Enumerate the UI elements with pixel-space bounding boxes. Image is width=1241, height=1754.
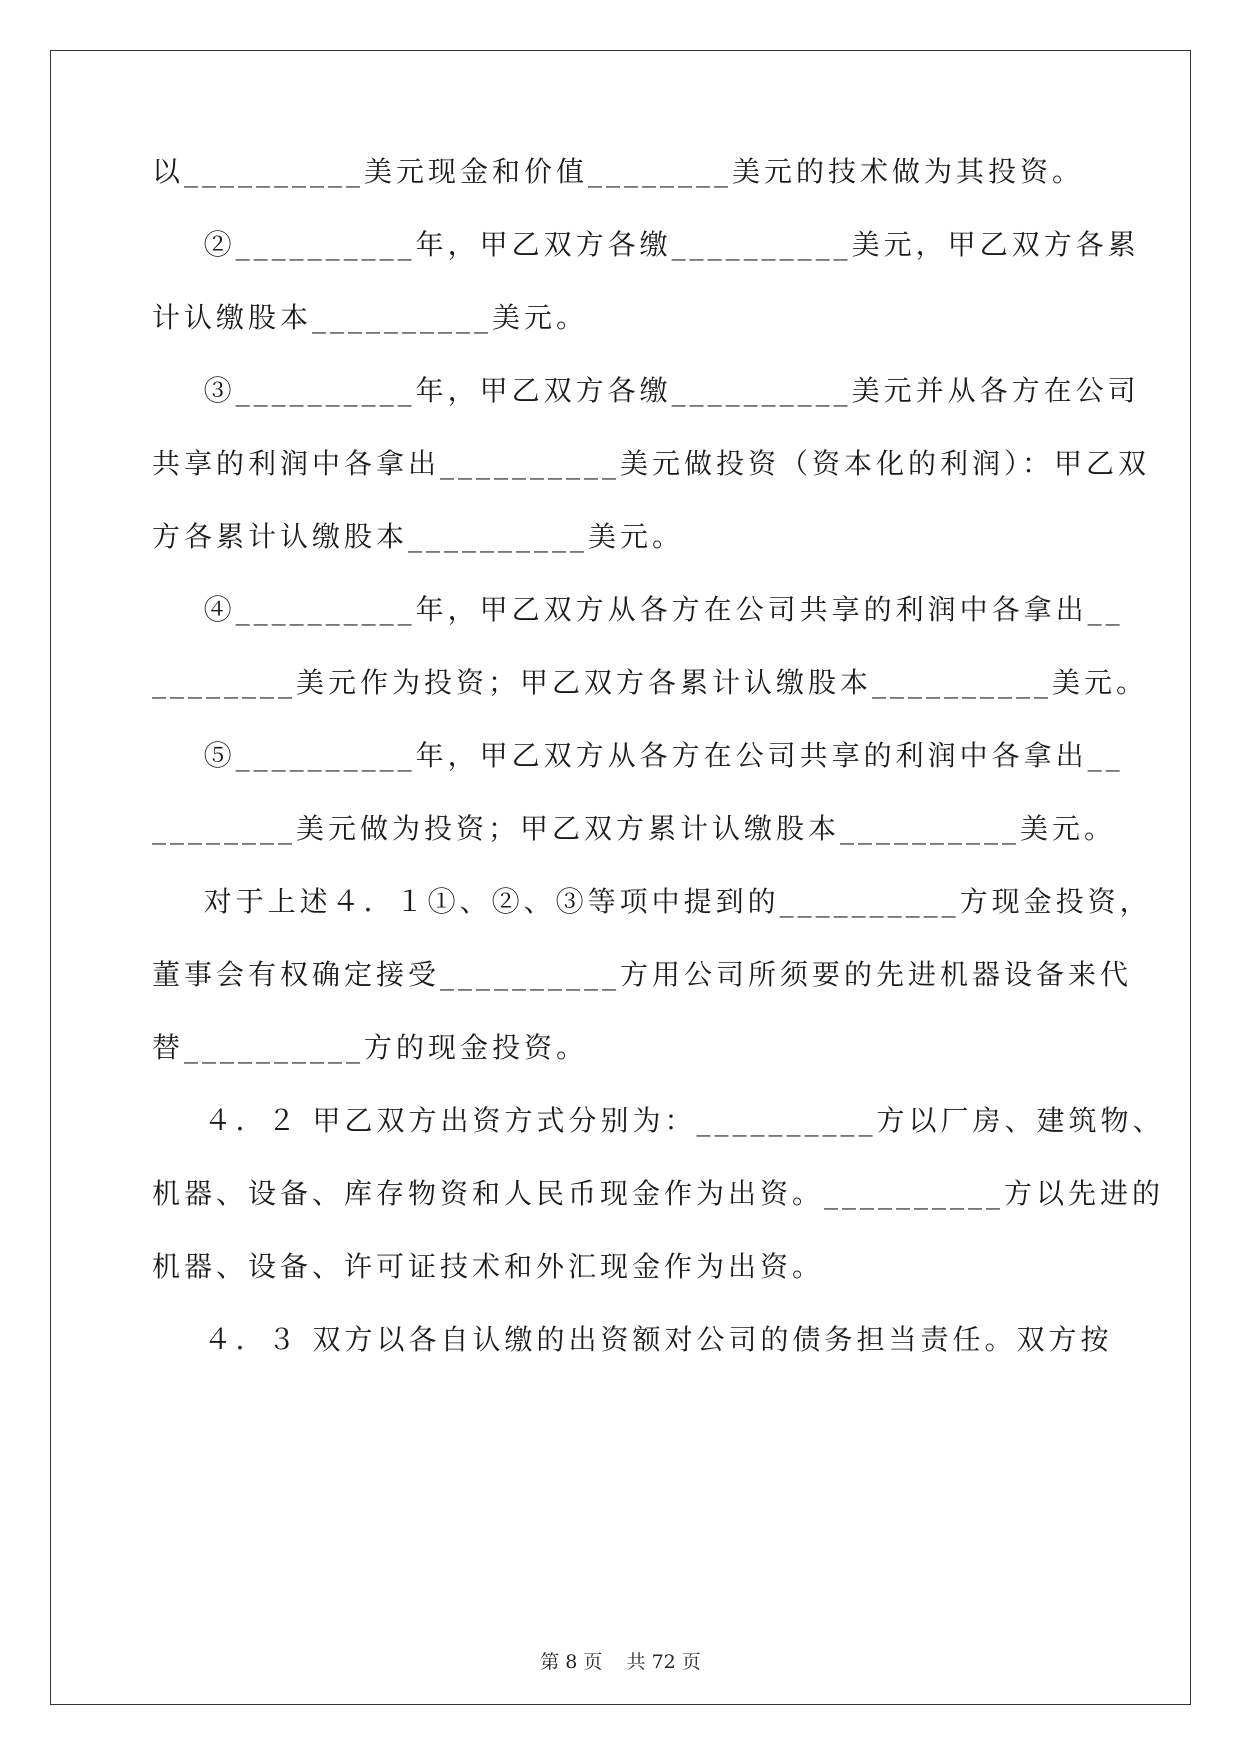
paragraph-line-10: ________美元做为投资；甲乙双方累计认缴股本__________美元。 bbox=[152, 812, 1117, 845]
paragraph-line-14: ４．２ 甲乙双方出资方式分别为：__________方以厂房、建筑物、 bbox=[152, 1104, 1165, 1137]
paragraph-line-5: 共享的利润中各拿出__________美元做投资（资本化的利润）：甲乙双 bbox=[152, 447, 1151, 480]
paragraph-line-6: 方各累计认缴股本__________美元。 bbox=[152, 520, 685, 553]
paragraph-line-17: ４．３ 双方以各自认缴的出资额对公司的债务担当责任。双方按 bbox=[152, 1323, 1113, 1356]
paragraph-line-3: 计认缴股本__________美元。 bbox=[152, 301, 589, 334]
paragraph-line-13: 替__________方的现金投资。 bbox=[152, 1031, 589, 1064]
paragraph-line-9: ⑤__________年，甲乙双方从各方在公司共享的利润中各拿出__ bbox=[152, 739, 1124, 772]
paragraph-line-1: 以__________美元现金和价值________美元的技术做为其投资。 bbox=[152, 155, 1085, 188]
paragraph-line-12: 董事会有权确定接受__________方用公司所须要的先进机器设备来代 bbox=[152, 958, 1133, 991]
paragraph-line-8: ________美元作为投资；甲乙双方各累计认缴股本__________美元。 bbox=[152, 666, 1149, 699]
page-number-footer: 第 8 页 共 72 页 bbox=[540, 1651, 701, 1673]
paragraph-line-16: 机器、设备、许可证技术和外汇现金作为出资。 bbox=[152, 1250, 825, 1283]
paragraph-line-7: ④__________年，甲乙双方从各方在公司共享的利润中各拿出__ bbox=[152, 593, 1124, 626]
paragraph-line-4: ③__________年，甲乙双方各缴__________美元并从各方在公司 bbox=[152, 374, 1140, 407]
paragraph-line-11: 对于上述４．１①、②、③等项中提到的__________方现金投资， bbox=[152, 885, 1152, 918]
paragraph-line-15: 机器、设备、库存物资和人民币现金作为出资。__________方以先进的 bbox=[152, 1177, 1165, 1210]
paragraph-line-2: ②__________年，甲乙双方各缴__________美元，甲乙双方各累 bbox=[152, 228, 1140, 261]
